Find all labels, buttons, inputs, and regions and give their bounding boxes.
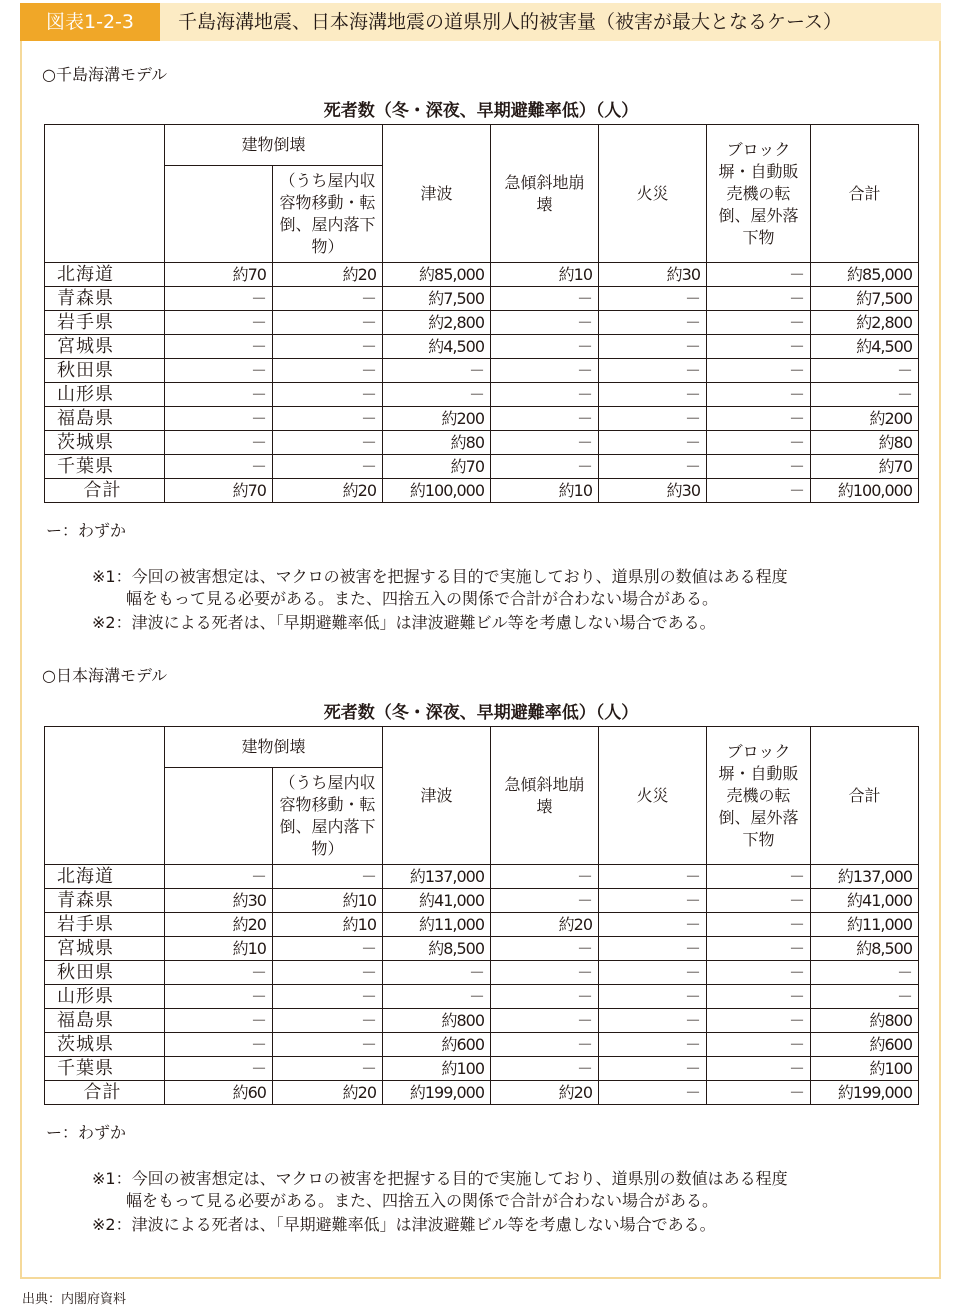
value-cell: 約100,000 [811,479,919,503]
value-cell: 約70 [165,263,273,287]
header-fire: 火災 [599,125,707,263]
value-cell: － [491,455,599,479]
row-label: 岩手県 [45,311,165,335]
value-cell: － [707,263,811,287]
value-cell: － [165,455,273,479]
value-cell: － [707,985,811,1009]
header-building-sub: （うち屋内収容物移動・転倒、屋内落下物） [273,768,383,865]
row-label: 宮城県 [45,335,165,359]
nihon-legend: ー：わずか [46,1123,127,1142]
value-cell: － [491,407,599,431]
row-label: 青森県 [45,889,165,913]
value-cell: 約60 [165,1081,273,1105]
value-cell: 約199,000 [383,1081,491,1105]
value-cell: 約200 [383,407,491,431]
value-cell: － [165,311,273,335]
value-cell: 約8,500 [383,937,491,961]
row-label: 合計 [45,479,165,503]
header-empty-cell [45,727,165,865]
chishima-model-label: ○千島海溝モデル [42,65,168,84]
value-cell: － [491,961,599,985]
header-building: 建物倒壊 [165,727,383,768]
header-block: ブロック塀・自動販売機の転倒、屋外落下物 [707,125,811,263]
source-credit: 出典：内閣府資料 [22,1292,127,1307]
value-cell: － [491,937,599,961]
value-cell: － [707,889,811,913]
value-cell: － [273,287,383,311]
value-cell: － [273,937,383,961]
value-cell: － [165,1009,273,1033]
value-cell: － [491,359,599,383]
value-cell: 約10 [273,889,383,913]
value-cell: － [599,359,707,383]
value-cell: 約100 [383,1057,491,1081]
value-cell: － [165,1033,273,1057]
row-label: 千葉県 [45,455,165,479]
table-row [45,1009,919,1033]
header-building: 建物倒壊 [165,125,383,166]
table-row [45,961,919,985]
value-cell: － [273,335,383,359]
value-cell: 約41,000 [811,889,919,913]
value-cell: － [707,1081,811,1105]
table-row [45,287,919,311]
header-total: 合計 [811,727,919,865]
value-cell: 約85,000 [811,263,919,287]
value-cell: － [707,359,811,383]
value-cell: 約137,000 [383,865,491,889]
value-cell: － [707,1057,811,1081]
value-cell: － [491,383,599,407]
value-cell: 約7,500 [383,287,491,311]
row-label: 福島県 [45,1009,165,1033]
value-cell: 約10 [491,479,599,503]
value-cell: － [165,961,273,985]
value-cell: 約30 [599,263,707,287]
value-cell: － [273,961,383,985]
value-cell: － [599,961,707,985]
value-cell: － [707,311,811,335]
value-cell: 約4,500 [383,335,491,359]
value-cell: － [599,455,707,479]
header-building-empty [165,166,273,263]
nihon-table-caption: 死者数（冬・深夜、早期避難率低）（人） [323,703,639,723]
value-cell: － [383,359,491,383]
value-cell: － [599,407,707,431]
row-label: 秋田県 [45,961,165,985]
note-1-line-1: ※1：今回の被害想定は、マクロの被害を把握する目的で実施しており、道県別の数値はある程度 [92,1169,788,1188]
table-row [45,865,919,889]
row-label: 福島県 [45,407,165,431]
row-label: 青森県 [45,287,165,311]
table-row [45,263,919,287]
header-tsunami: 津波 [383,727,491,865]
value-cell: 約20 [491,1081,599,1105]
value-cell: 約20 [273,263,383,287]
value-cell: － [707,1009,811,1033]
table-row [45,383,919,407]
value-cell: － [811,359,919,383]
header-slope: 急傾斜地崩壊 [491,727,599,865]
table-row [45,985,919,1009]
header-total: 合計 [811,125,919,263]
value-cell: － [707,455,811,479]
value-cell: 約10 [165,937,273,961]
note-1-line-1: ※1：今回の被害想定は、マクロの被害を把握する目的で実施しており、道県別の数値はある程度 [92,567,788,586]
value-cell: － [811,985,919,1009]
value-cell: － [707,937,811,961]
value-cell: 約70 [165,479,273,503]
value-cell: － [707,335,811,359]
value-cell: 約80 [383,431,491,455]
value-cell: 約137,000 [811,865,919,889]
value-cell: － [599,287,707,311]
value-cell: － [491,1033,599,1057]
value-cell: － [707,961,811,985]
value-cell: － [491,431,599,455]
table-row [45,431,919,455]
table-row [45,335,919,359]
header-building-empty [165,768,273,865]
value-cell: － [273,431,383,455]
note-1-line-2: 幅をもって見る必要がある。また、四捨五入の関係で合計が合わない場合がある。 [126,589,719,608]
value-cell: － [165,287,273,311]
value-cell: － [165,407,273,431]
row-label: 茨城県 [45,431,165,455]
chishima-table [44,124,919,503]
value-cell: 約11,000 [811,913,919,937]
value-cell: 約4,500 [811,335,919,359]
value-cell: － [491,287,599,311]
figure-title: 千島海溝地震、日本海溝地震の道県別人的被害量（被害が最大となるケース） [178,11,843,33]
chishima-rows [45,263,919,503]
value-cell: － [165,335,273,359]
value-cell: 約20 [491,913,599,937]
nihon-model-label: ○日本海溝モデル [42,666,168,685]
value-cell: 約600 [811,1033,919,1057]
chishima-note-2: ※2：津波による死者は、「早期避難率低」は津波避難ビル等を考慮しない場合である。 [92,613,716,632]
value-cell: － [599,865,707,889]
table-row [45,913,919,937]
value-cell: － [165,865,273,889]
table-row [45,479,919,503]
value-cell: 約10 [273,913,383,937]
note-1-line-2: 幅をもって見る必要がある。また、四捨五入の関係で合計が合わない場合がある。 [126,1191,719,1210]
value-cell: － [599,431,707,455]
value-cell: 約85,000 [383,263,491,287]
chishima-note-1 [92,566,788,610]
value-cell: － [707,287,811,311]
value-cell: － [599,383,707,407]
value-cell: － [707,865,811,889]
value-cell: 約11,000 [383,913,491,937]
value-cell: － [491,311,599,335]
value-cell: 約10 [491,263,599,287]
value-cell: － [273,311,383,335]
value-cell: － [707,431,811,455]
row-label: 山形県 [45,985,165,1009]
header-block: ブロック塀・自動販売機の転倒、屋外落下物 [707,727,811,865]
header-slope: 急傾斜地崩壊 [491,125,599,263]
value-cell: － [811,383,919,407]
table-row [45,407,919,431]
value-cell: 約30 [165,889,273,913]
value-cell: 約100 [811,1057,919,1081]
value-cell: － [273,1009,383,1033]
table-row [45,937,919,961]
value-cell: － [491,889,599,913]
header-empty-cell [45,125,165,263]
value-cell: 約20 [273,1081,383,1105]
nihon-note-1 [92,1168,788,1212]
row-label: 合計 [45,1081,165,1105]
value-cell: － [273,455,383,479]
value-cell: － [165,431,273,455]
nihon-rows [45,865,919,1105]
value-cell: － [383,961,491,985]
value-cell: － [599,1009,707,1033]
value-cell: － [383,985,491,1009]
value-cell: － [707,407,811,431]
table-row [45,311,919,335]
value-cell: － [273,985,383,1009]
table-row [45,889,919,913]
row-label: 岩手県 [45,913,165,937]
value-cell: － [707,479,811,503]
chishima-table-caption: 死者数（冬・深夜、早期避難率低）（人） [323,101,639,121]
value-cell: 約2,800 [811,311,919,335]
value-cell: － [273,1033,383,1057]
value-cell: － [707,1033,811,1057]
value-cell: － [707,913,811,937]
value-cell: － [599,889,707,913]
value-cell: － [165,1057,273,1081]
figure-number: 図表1-2-3 [20,3,160,41]
value-cell: 約30 [599,479,707,503]
header-building-sub: （うち屋内収容物移動・転倒、屋内落下物） [273,166,383,263]
value-cell: 約41,000 [383,889,491,913]
value-cell: － [165,359,273,383]
row-label: 北海道 [45,865,165,889]
value-cell: － [599,985,707,1009]
row-label: 宮城県 [45,937,165,961]
row-label: 北海道 [45,263,165,287]
value-cell: 約800 [811,1009,919,1033]
value-cell: 約200 [811,407,919,431]
row-label: 山形県 [45,383,165,407]
row-label: 千葉県 [45,1057,165,1081]
value-cell: 約20 [165,913,273,937]
value-cell: － [273,359,383,383]
table-row [45,1033,919,1057]
value-cell: 約8,500 [811,937,919,961]
value-cell: 約100,000 [383,479,491,503]
value-cell: － [273,865,383,889]
table-row [45,359,919,383]
value-cell: － [599,937,707,961]
nihon-table [44,726,919,1105]
value-cell: － [165,985,273,1009]
value-cell: 約199,000 [811,1081,919,1105]
table-row [45,1057,919,1081]
value-cell: 約70 [811,455,919,479]
value-cell: － [273,383,383,407]
value-cell: － [273,407,383,431]
value-cell: － [491,1009,599,1033]
nihon-note-2: ※2：津波による死者は、「早期避難率低」は津波避難ビル等を考慮しない場合である。 [92,1215,716,1234]
value-cell: － [165,383,273,407]
value-cell: － [383,383,491,407]
value-cell: 約800 [383,1009,491,1033]
chishima-legend: ー：わずか [46,521,127,540]
row-label: 秋田県 [45,359,165,383]
value-cell: － [599,1033,707,1057]
value-cell: － [491,985,599,1009]
value-cell: － [599,311,707,335]
table-row [45,1081,919,1105]
value-cell: 約80 [811,431,919,455]
value-cell: 約7,500 [811,287,919,311]
value-cell: 約2,800 [383,311,491,335]
value-cell: － [599,913,707,937]
value-cell: － [599,335,707,359]
header-fire: 火災 [599,727,707,865]
table-row [45,455,919,479]
value-cell: 約70 [383,455,491,479]
value-cell: － [599,1057,707,1081]
figure-header [20,3,941,41]
value-cell: 約20 [273,479,383,503]
row-label: 茨城県 [45,1033,165,1057]
value-cell: － [273,1057,383,1081]
value-cell: － [599,1081,707,1105]
value-cell: － [811,961,919,985]
value-cell: － [491,335,599,359]
value-cell: － [491,865,599,889]
value-cell: － [707,383,811,407]
value-cell: － [491,1057,599,1081]
value-cell: 約600 [383,1033,491,1057]
header-tsunami: 津波 [383,125,491,263]
